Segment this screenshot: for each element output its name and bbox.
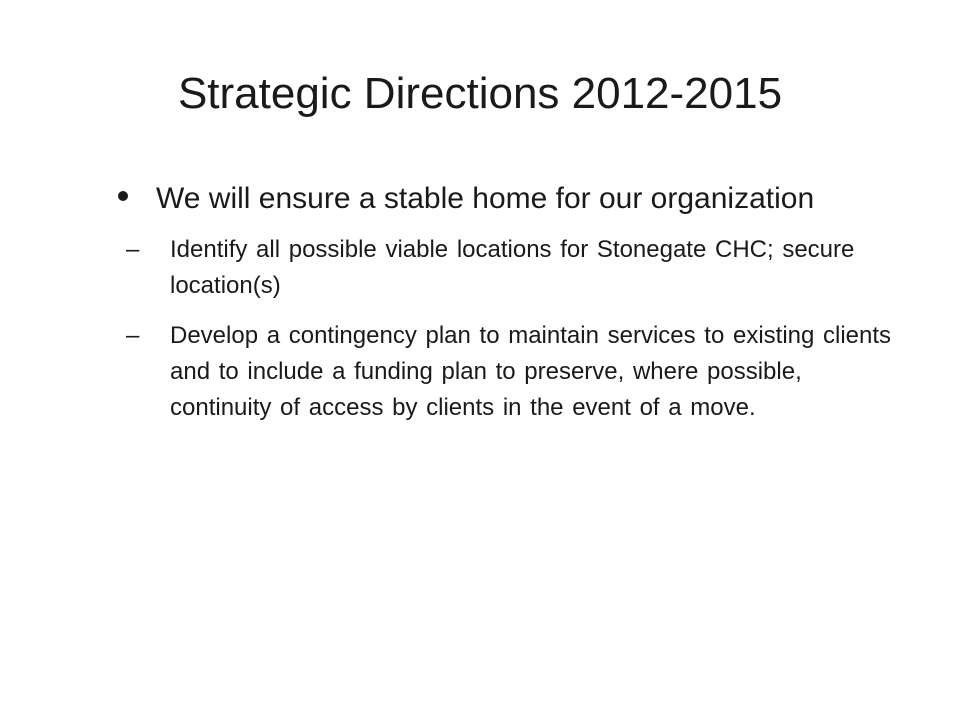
sub-bullet-item: [126, 232, 902, 304]
bullet-text: We will ensure a stable home for our organization: [156, 182, 815, 215]
bullet-item: [112, 176, 902, 222]
sub-bullet-item: [126, 318, 902, 426]
bullet-dot-icon: [118, 191, 128, 201]
dash-icon: –: [126, 236, 140, 263]
slide-title: Strategic Directions 2012-2015: [177, 69, 783, 118]
slide-content: [112, 176, 902, 440]
sub-bullet-text: Develop a contingency plan to maintain services to existing clients and to include a funding plan to preserve, where possible, continuity of access by clients in the event of a move.: [170, 322, 892, 421]
sub-bullet-text: Identify all possible viable locations for Stonegate CHC; secure location(s): [170, 236, 855, 299]
dash-icon: –: [126, 322, 140, 349]
sub-bullet-list: [112, 232, 902, 426]
